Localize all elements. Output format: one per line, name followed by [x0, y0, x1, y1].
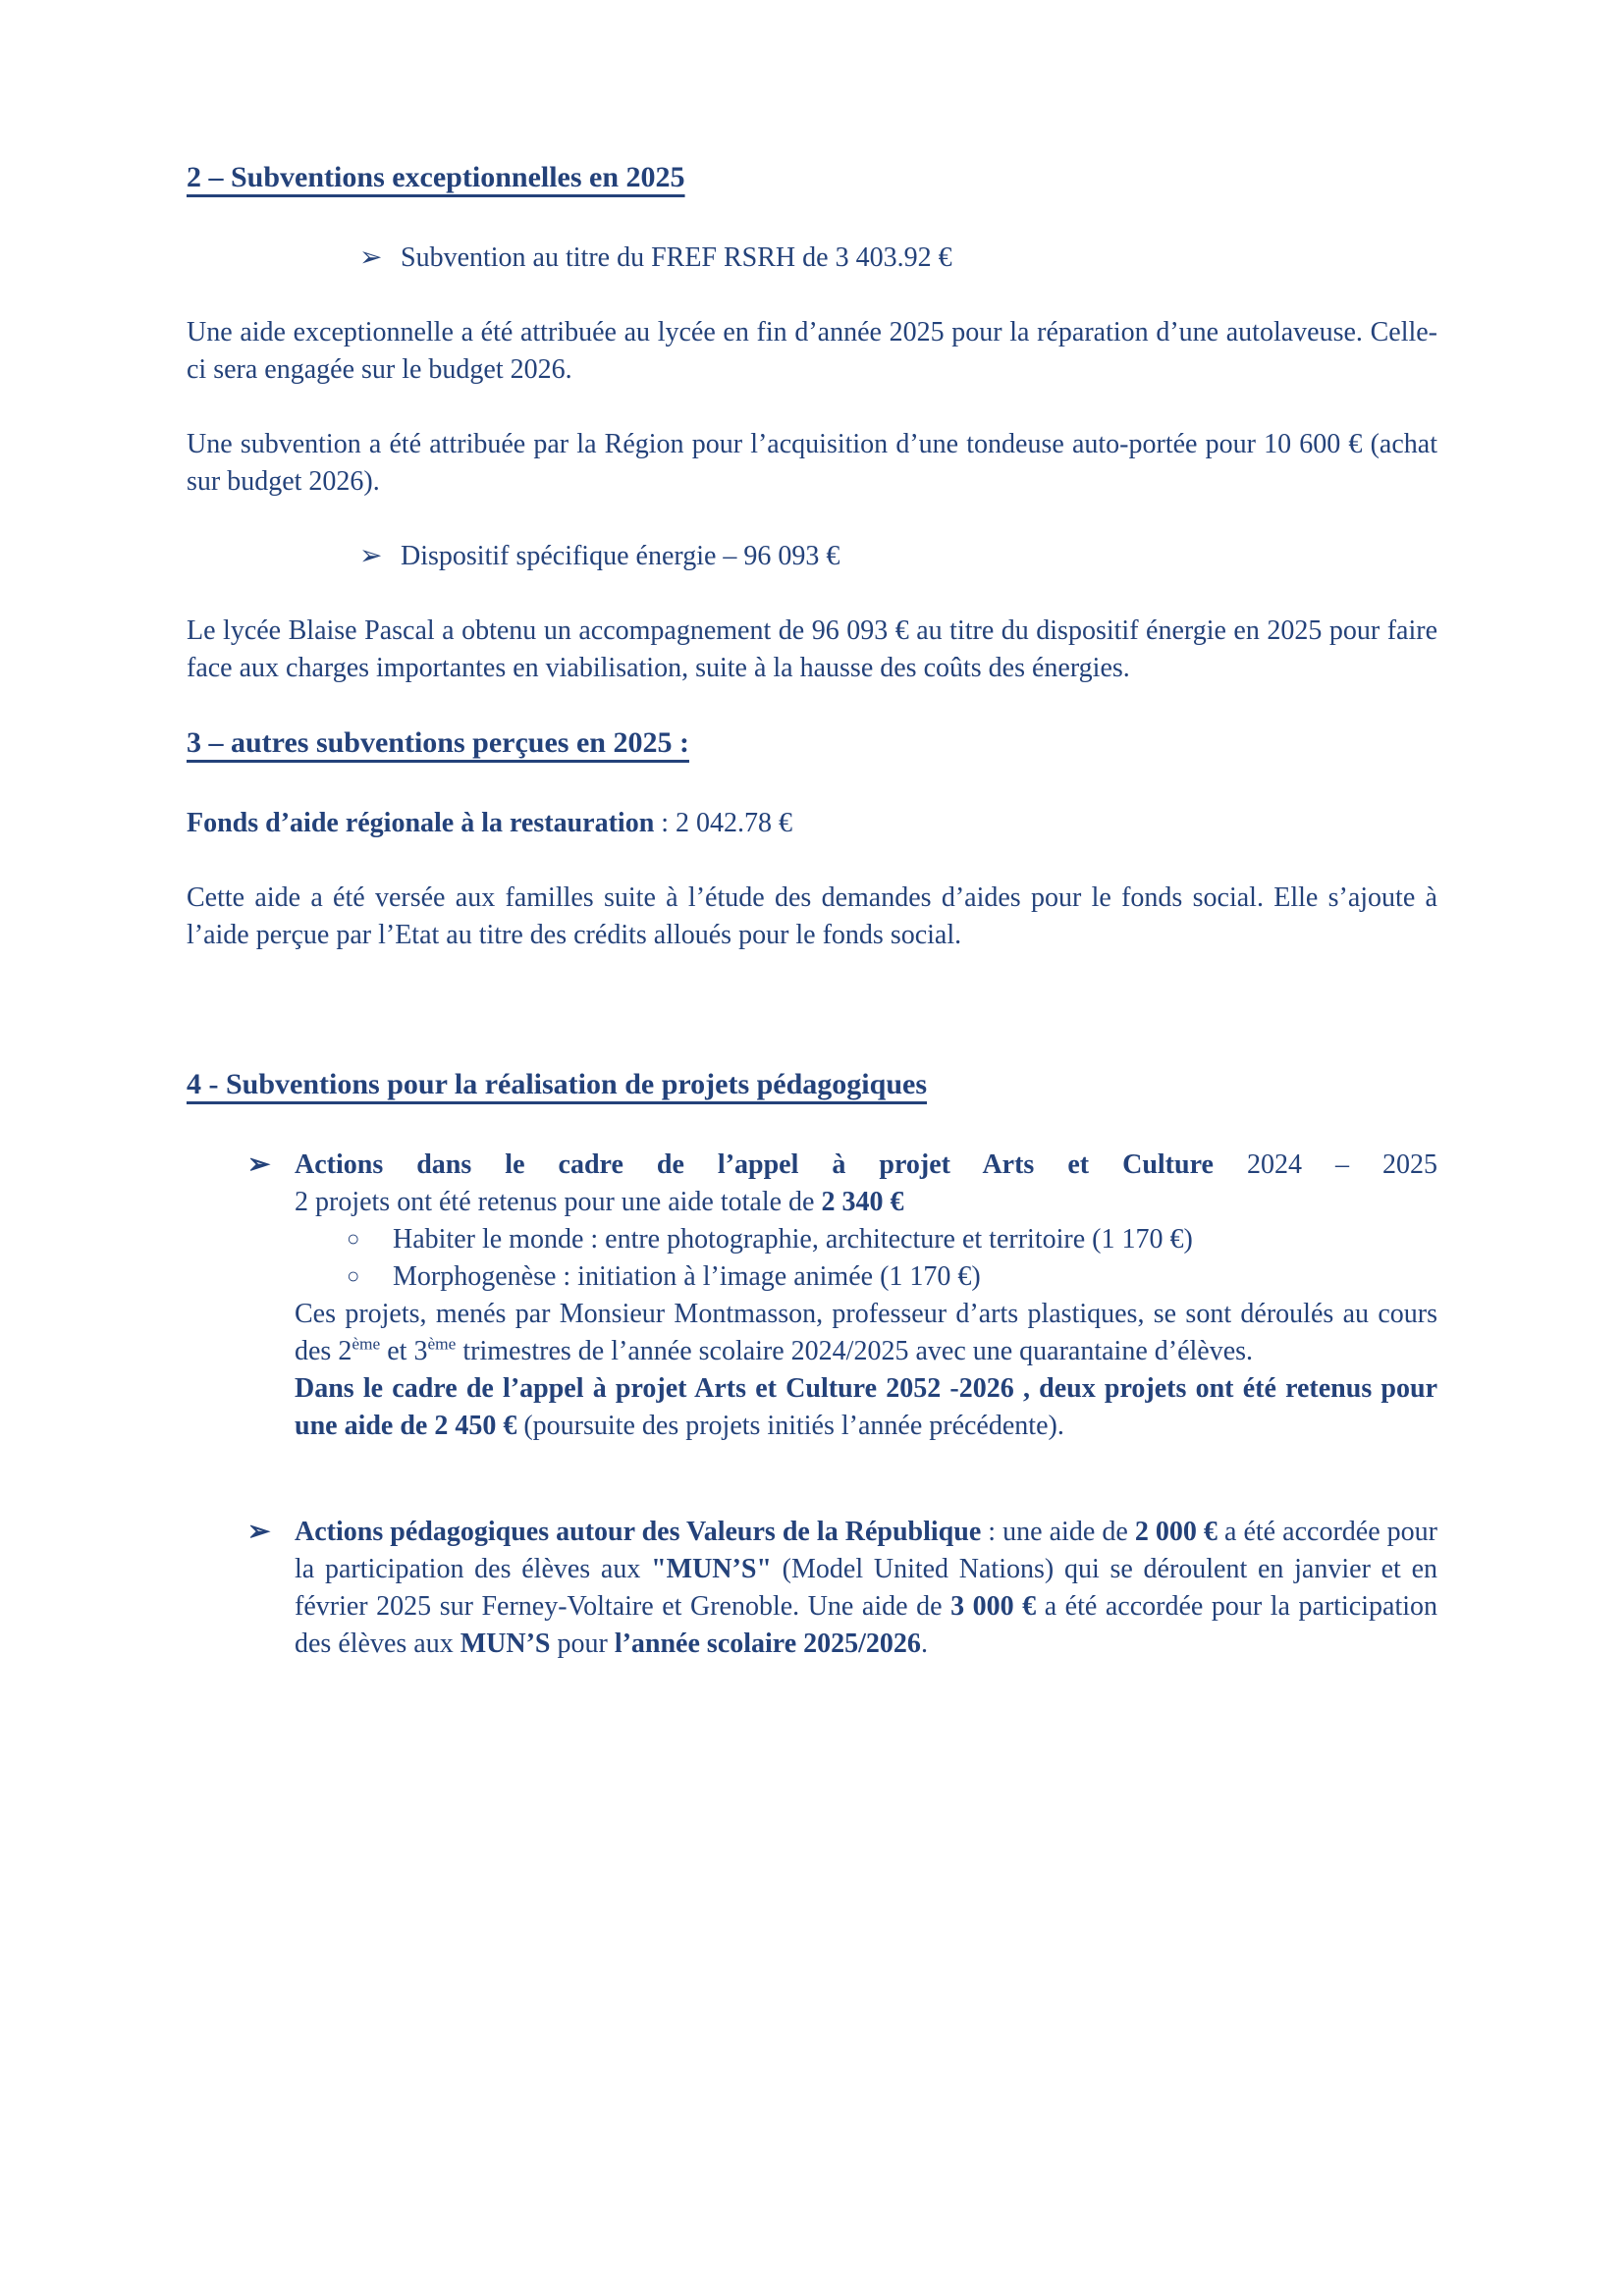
- text-run: (Model United Nations) qui se déroulent en janvier et en février 2025 sur Ferney-Voltaire et Grenoble. Une aide de: [295, 1554, 1437, 1622]
- text-run: 2 000 €: [1134, 1517, 1218, 1547]
- arrow-bullet-icon: ➢: [359, 541, 383, 571]
- text-run: Le lycée Blaise Pascal a obtenu un accompagnement de 96 093 € au titre du dispositif énergie en 2025 pour faire face aux charges importantes en viabilisation, suite à la hausse des coûts des énergies.: [187, 615, 1437, 683]
- list-item: [187, 1147, 1437, 1184]
- list-continuation: [295, 1184, 1437, 1221]
- text-run: Une aide exceptionnelle a été attribuée au lycée en fin d’année 2025 pour la réparation d’une autolaveuse. Celle-ci sera engagée sur le budget 2026.: [187, 317, 1437, 385]
- bullet-line: [187, 538, 1437, 575]
- text-run: pour: [550, 1629, 615, 1659]
- text-run: 3 000 €: [950, 1591, 1037, 1622]
- section-heading: [187, 159, 1437, 196]
- text-run: MUN’S: [460, 1629, 551, 1659]
- text-run: 3 – autres subventions perçues en 2025 :: [187, 726, 689, 759]
- text-run: 2 projets ont été retenus pour une aide totale de: [295, 1187, 822, 1217]
- vertical-spacer: [187, 991, 1437, 1066]
- paragraph: [187, 613, 1437, 687]
- text-run: ème: [352, 1334, 381, 1354]
- paragraph: [187, 805, 1437, 842]
- text-run: Habiter le monde : entre photographie, architecture et territoire (1 170 €): [393, 1224, 1193, 1255]
- section-heading: [187, 724, 1437, 762]
- text-run: Morphogenèse : initiation à l’image animée (1 170 €): [393, 1261, 981, 1292]
- arrow-bullet-icon: ➢: [359, 242, 383, 273]
- text-run: : une aide de: [981, 1517, 1135, 1547]
- list-continuation: [295, 1296, 1437, 1370]
- document-body: [187, 159, 1437, 1663]
- circle-bullet-icon: ○: [347, 1263, 360, 1288]
- text-run: .: [920, 1629, 928, 1659]
- text-run: 2024 – 2025: [1213, 1149, 1437, 1180]
- text-run: 4 - Subventions pour la réalisation de projets pédagogiques: [187, 1068, 927, 1100]
- text-run: trimestres de l’année scolaire 2024/2025 avec une quarantaine d’élèves.: [456, 1336, 1254, 1366]
- section-heading: [187, 1066, 1437, 1103]
- text-run: Subvention au titre du FREF RSRH de 3 403.92 €: [401, 242, 952, 273]
- arrow-bullet-icon: ➢: [247, 1517, 271, 1547]
- text-run: "MUN’S": [651, 1554, 772, 1584]
- text-run: Dans le cadre de l’appel à projet Arts et Culture 2052 -2026 , deux projets ont été retenus pour une aide de 2 450 €: [295, 1373, 1437, 1441]
- paragraph: [187, 314, 1437, 389]
- paragraph: [187, 880, 1437, 954]
- list-item: [187, 1514, 1437, 1663]
- text-run: Cette aide a été versée aux familles suite à l’étude des demandes d’aides pour le fonds social. Elle s’ajoute à l’aide perçue par l’Etat au titre des crédits alloués pour le fonds social.: [187, 882, 1437, 950]
- text-run: l’année scolaire 2025/2026: [614, 1629, 921, 1659]
- text-run: 2 340 €: [821, 1187, 904, 1217]
- text-run: : 2 042.78 €: [654, 808, 793, 838]
- list-continuation: [295, 1370, 1437, 1445]
- paragraph: [187, 426, 1437, 501]
- text-run: 2 – Subventions exceptionnelles en 2025: [187, 161, 685, 193]
- sub-bullet-line: [187, 1258, 1437, 1296]
- text-run: Une subvention a été attribuée par la Région pour l’acquisition d’une tondeuse auto-portée pour 10 600 € (achat sur budget 2026).: [187, 429, 1437, 497]
- text-run: Ces projets, menés par Monsieur Montmasson, professeur d’arts plastiques, se sont déroulés au cours des 2: [295, 1299, 1437, 1366]
- text-run: (poursuite des projets initiés l’année précédente).: [516, 1411, 1064, 1441]
- text-run: Actions pédagogiques autour des Valeurs de la République: [295, 1517, 982, 1547]
- text-run: Actions dans le cadre de l’appel à projet Arts et Culture: [295, 1149, 1214, 1180]
- text-run: Fonds d’aide régionale à la restauration: [187, 808, 655, 838]
- text-run: ème: [427, 1334, 457, 1354]
- arrow-bullet-icon: ➢: [247, 1149, 271, 1180]
- text-run: a été accordée pour la participation des élèves aux: [295, 1517, 1438, 1584]
- sub-bullet-line: [187, 1221, 1437, 1258]
- circle-bullet-icon: ○: [347, 1226, 360, 1251]
- bullet-line: [187, 240, 1437, 277]
- text-run: a été accordée pour la participation des élèves aux: [295, 1591, 1437, 1659]
- text-run: Dispositif spécifique énergie – 96 093 €: [401, 541, 840, 571]
- text-run: et 3: [380, 1336, 428, 1366]
